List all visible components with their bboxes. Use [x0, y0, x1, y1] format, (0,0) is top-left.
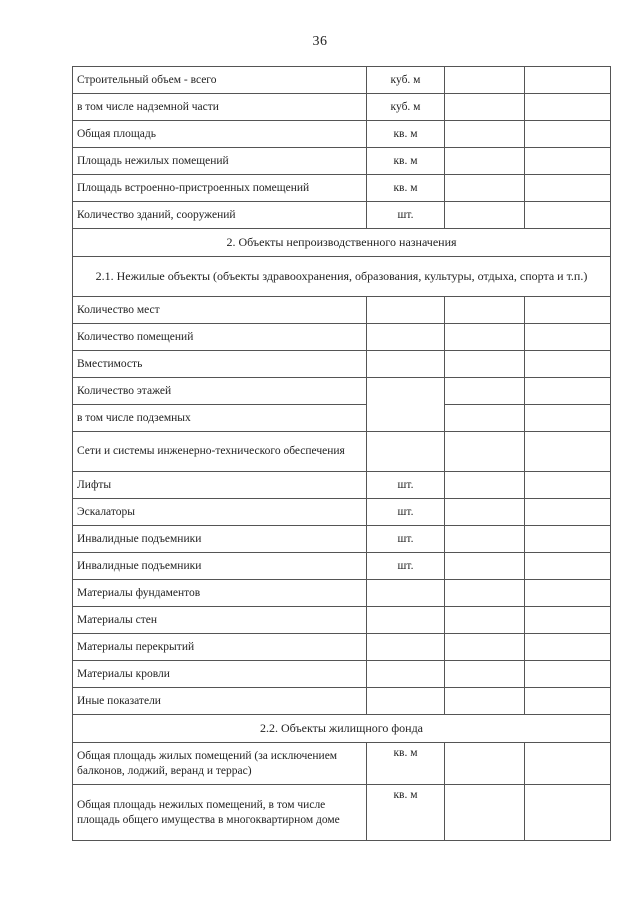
table-row [73, 743, 611, 785]
value-cell[interactable] [525, 378, 611, 405]
row-label: Иные показатели [73, 688, 367, 715]
row-unit: кв. м [367, 175, 445, 202]
row-unit: шт. [367, 553, 445, 580]
row-unit [367, 688, 445, 715]
value-cell[interactable] [445, 121, 525, 148]
row-label: Инвалидные подъемники [73, 553, 367, 580]
value-cell[interactable] [525, 526, 611, 553]
value-cell[interactable] [445, 607, 525, 634]
row-label: Строительный объем - всего [73, 67, 367, 94]
row-unit [367, 432, 445, 472]
row-unit [367, 661, 445, 688]
value-cell[interactable] [525, 175, 611, 202]
value-cell[interactable] [445, 148, 525, 175]
value-cell[interactable] [445, 432, 525, 472]
row-label: Количество этажей [73, 378, 367, 405]
value-cell[interactable] [525, 743, 611, 785]
value-cell[interactable] [525, 688, 611, 715]
row-label: Материалы стен [73, 607, 367, 634]
section-row [73, 229, 611, 257]
table-row [73, 553, 611, 580]
value-cell[interactable] [525, 432, 611, 472]
row-unit: куб. м [367, 94, 445, 121]
subsection-row [73, 257, 611, 297]
row-unit: куб. м [367, 67, 445, 94]
row-unit: шт. [367, 526, 445, 553]
value-cell[interactable] [445, 324, 525, 351]
value-cell[interactable] [445, 634, 525, 661]
row-unit [367, 607, 445, 634]
value-cell[interactable] [525, 351, 611, 378]
row-label: Инвалидные подъемники [73, 526, 367, 553]
value-cell[interactable] [525, 297, 611, 324]
row-unit [367, 634, 445, 661]
table-row [73, 499, 611, 526]
row-label: Материалы кровли [73, 661, 367, 688]
value-cell[interactable] [445, 175, 525, 202]
subsection-heading: 2.1. Нежилые объекты (объекты здравоохранения, образования, культуры, отдыха, спорта и т.п.) [73, 257, 611, 297]
section-heading: 2.2. Объекты жилищного фонда [73, 715, 611, 743]
table-row [73, 202, 611, 229]
table-row [73, 324, 611, 351]
row-unit [367, 297, 445, 324]
value-cell[interactable] [525, 94, 611, 121]
value-cell[interactable] [525, 405, 611, 432]
value-cell[interactable] [445, 580, 525, 607]
row-label: Площадь нежилых помещений [73, 148, 367, 175]
row-label: Материалы перекрытий [73, 634, 367, 661]
row-label: Общая площадь нежилых помещений, в том числе площадь общего имущества в многоквартирном доме [73, 785, 367, 841]
value-cell[interactable] [525, 634, 611, 661]
row-label: Количество помещений [73, 324, 367, 351]
value-cell[interactable] [445, 688, 525, 715]
value-cell[interactable] [525, 553, 611, 580]
row-unit: кв. м [367, 121, 445, 148]
row-label: Общая площадь жилых помещений (за исключением балконов, лоджий, веранд и террас) [73, 743, 367, 785]
value-cell[interactable] [445, 526, 525, 553]
section-row [73, 715, 611, 743]
value-cell[interactable] [525, 324, 611, 351]
row-unit [367, 378, 445, 432]
row-unit [367, 580, 445, 607]
value-cell[interactable] [445, 67, 525, 94]
table-row [73, 121, 611, 148]
table-row [73, 405, 611, 432]
table-row [73, 94, 611, 121]
value-cell[interactable] [445, 405, 525, 432]
value-cell[interactable] [445, 297, 525, 324]
value-cell[interactable] [445, 378, 525, 405]
row-unit: кв. м [367, 148, 445, 175]
row-label: в том числе подземных [73, 405, 367, 432]
table-row [73, 297, 611, 324]
page-number: 36 [312, 34, 328, 49]
table-row [73, 580, 611, 607]
value-cell[interactable] [445, 472, 525, 499]
value-cell[interactable] [445, 499, 525, 526]
section-heading: 2. Объекты непроизводственного назначения [73, 229, 611, 257]
value-cell[interactable] [525, 499, 611, 526]
value-cell[interactable] [525, 661, 611, 688]
value-cell[interactable] [525, 121, 611, 148]
table-row [73, 67, 611, 94]
row-label: Общая площадь [73, 121, 367, 148]
specifications-table [72, 66, 611, 841]
row-unit: кв. м [367, 743, 445, 785]
row-label: в том числе надземной части [73, 94, 367, 121]
row-label: Количество мест [73, 297, 367, 324]
value-cell[interactable] [525, 785, 611, 841]
row-label: Площадь встроенно-пристроенных помещений [73, 175, 367, 202]
table-row [73, 785, 611, 841]
table-row [73, 351, 611, 378]
table-row [73, 526, 611, 553]
row-unit [367, 324, 445, 351]
row-unit: шт. [367, 472, 445, 499]
value-cell[interactable] [525, 607, 611, 634]
value-cell[interactable] [445, 553, 525, 580]
value-cell[interactable] [445, 661, 525, 688]
row-label: Сети и системы инженерно-технического обеспечения [73, 432, 367, 472]
table-row [73, 607, 611, 634]
table-row [73, 661, 611, 688]
row-unit: шт. [367, 499, 445, 526]
value-cell[interactable] [525, 472, 611, 499]
value-cell[interactable] [445, 785, 525, 841]
row-unit: шт. [367, 202, 445, 229]
table-row [73, 148, 611, 175]
table-row [73, 472, 611, 499]
row-label: Вместимость [73, 351, 367, 378]
value-cell[interactable] [525, 580, 611, 607]
row-unit [367, 351, 445, 378]
value-cell[interactable] [445, 202, 525, 229]
row-label: Эскалаторы [73, 499, 367, 526]
row-label: Лифты [73, 472, 367, 499]
row-unit: кв. м [367, 785, 445, 841]
table-row [73, 634, 611, 661]
value-cell[interactable] [445, 351, 525, 378]
value-cell[interactable] [525, 67, 611, 94]
table-row [73, 175, 611, 202]
value-cell[interactable] [525, 202, 611, 229]
table-row [73, 688, 611, 715]
value-cell[interactable] [445, 743, 525, 785]
value-cell[interactable] [525, 148, 611, 175]
row-label: Материалы фундаментов [73, 580, 367, 607]
row-label: Количество зданий, сооружений [73, 202, 367, 229]
table-row [73, 378, 611, 405]
table-row [73, 432, 611, 472]
value-cell[interactable] [445, 94, 525, 121]
